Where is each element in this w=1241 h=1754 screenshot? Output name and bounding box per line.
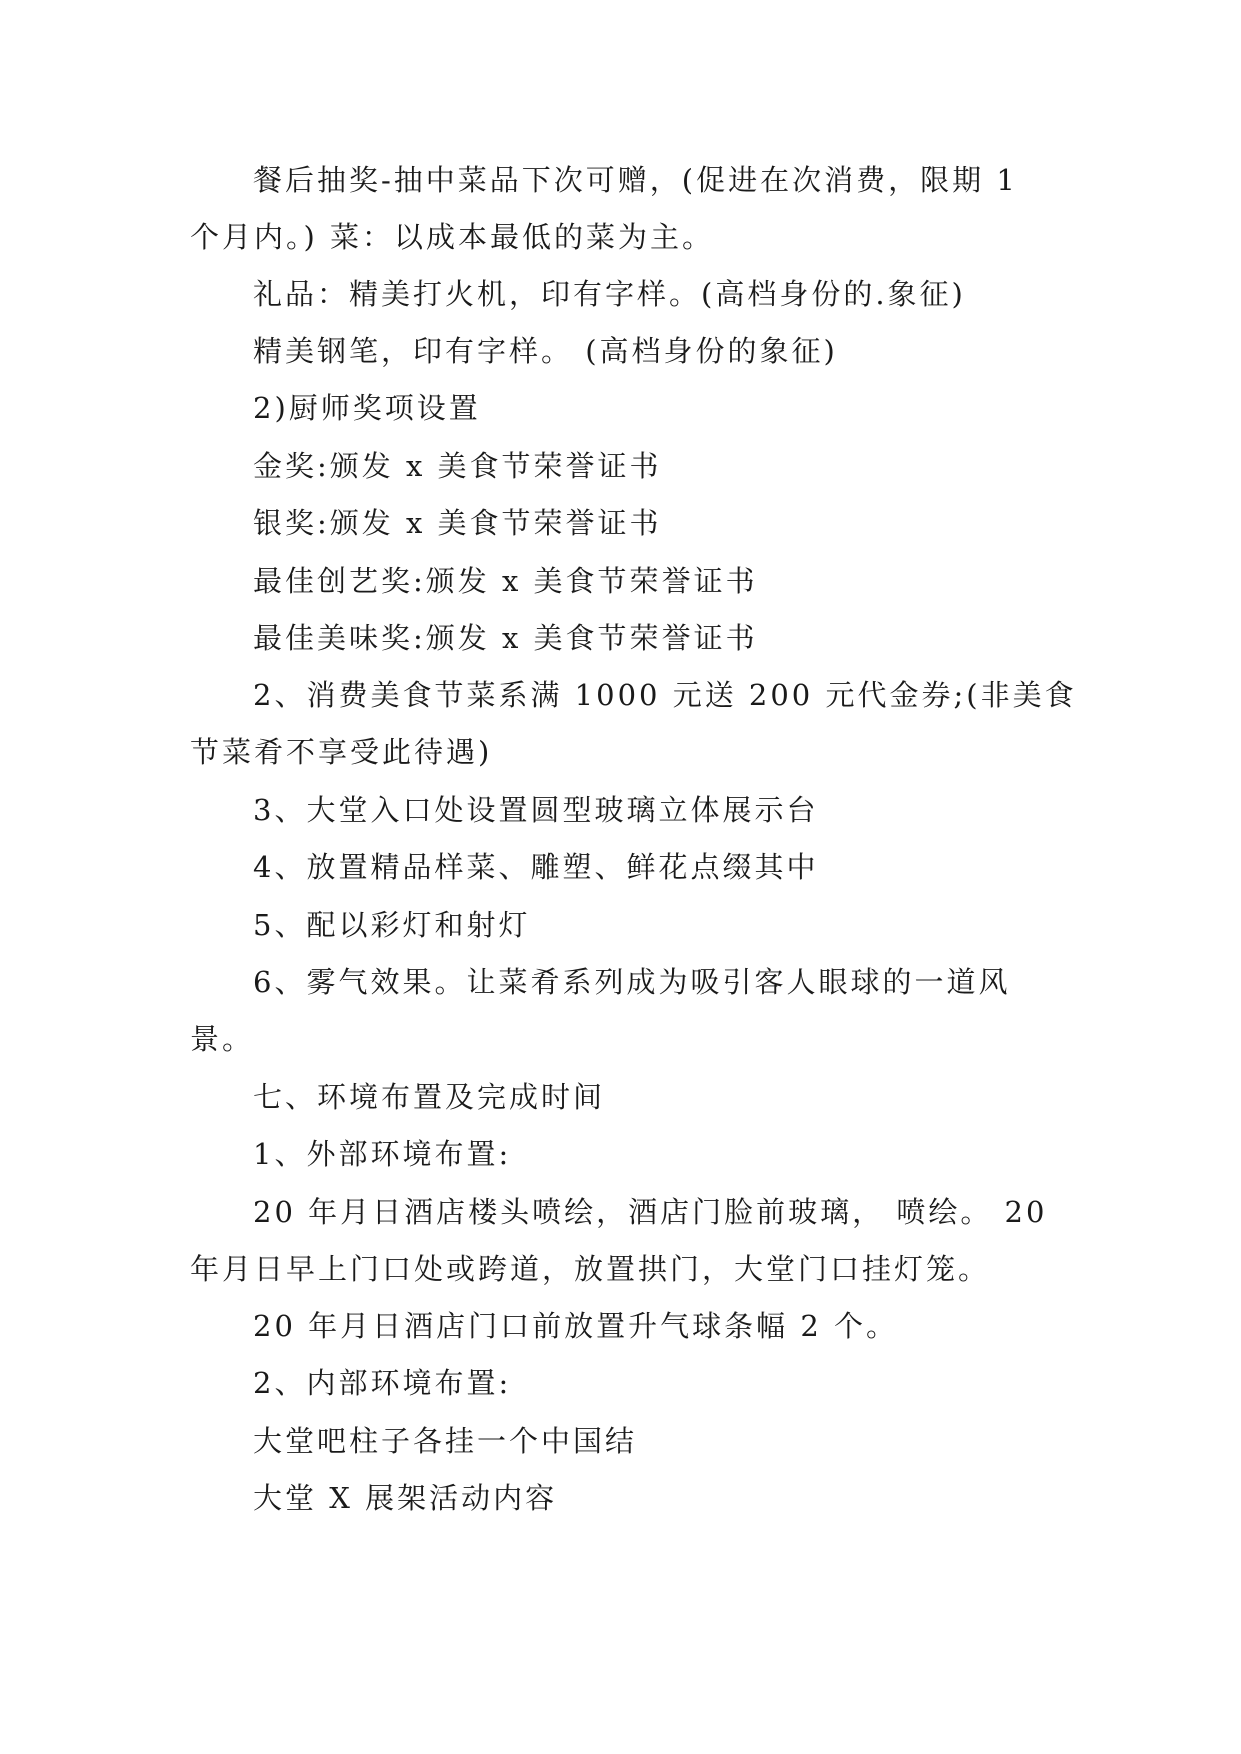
text-line: 6、雾气效果。让菜肴系列成为吸引客人眼球的一道风 <box>253 965 1011 999</box>
text-line: 大堂 X 展架活动内容 <box>253 1481 558 1515</box>
text-line: 3、大堂入口处设置圆型玻璃立体展示台 <box>253 793 819 827</box>
text-line: 20 年月日酒店门口前放置升气球条幅 2 个。 <box>253 1309 899 1343</box>
text-line: 2、内部环境布置: <box>253 1366 512 1400</box>
text-line: 5、配以彩灯和射灯 <box>253 908 531 942</box>
text-line: 银奖:颁发 x 美食节荣誉证书 <box>253 506 662 540</box>
text-line: 2)厨师奖项设置 <box>253 391 481 425</box>
text-line: 个月内。) 菜：以成本最低的菜为主。 <box>190 220 715 254</box>
text-line: 餐后抽奖-抽中菜品下次可赠，(促进在次消费，限期 1 <box>253 163 1018 197</box>
text-line: 精美钢笔，印有字样。 (高档身份的象征) <box>253 334 838 368</box>
text-line: 最佳美味奖:颁发 x 美食节荣誉证书 <box>253 621 758 655</box>
text-line: 节菜肴不享受此待遇) <box>190 735 493 769</box>
text-line: 金奖:颁发 x 美食节荣誉证书 <box>253 449 662 483</box>
text-line: 景。 <box>190 1022 255 1056</box>
section-heading: 七、环境布置及完成时间 <box>253 1080 606 1114</box>
text-line: 最佳创艺奖:颁发 x 美食节荣誉证书 <box>253 564 758 598</box>
text-line: 1、外部环境布置: <box>253 1137 512 1171</box>
text-line: 年月日早上门口处或跨道，放置拱门，大堂门口挂灯笼。 <box>190 1252 991 1286</box>
text-line: 20 年月日酒店楼头喷绘，酒店门脸前玻璃， 喷绘。 20 <box>253 1195 1048 1229</box>
text-line: 4、放置精品样菜、雕塑、鲜花点缀其中 <box>253 850 819 884</box>
text-line: 2、消费美食节菜系满 1000 元送 200 元代金券;(非美食 <box>253 678 1077 712</box>
text-line: 礼品：精美打火机，印有字样。(高档身份的.象征) <box>253 277 966 311</box>
text-line: 大堂吧柱子各挂一个中国结 <box>253 1424 638 1458</box>
